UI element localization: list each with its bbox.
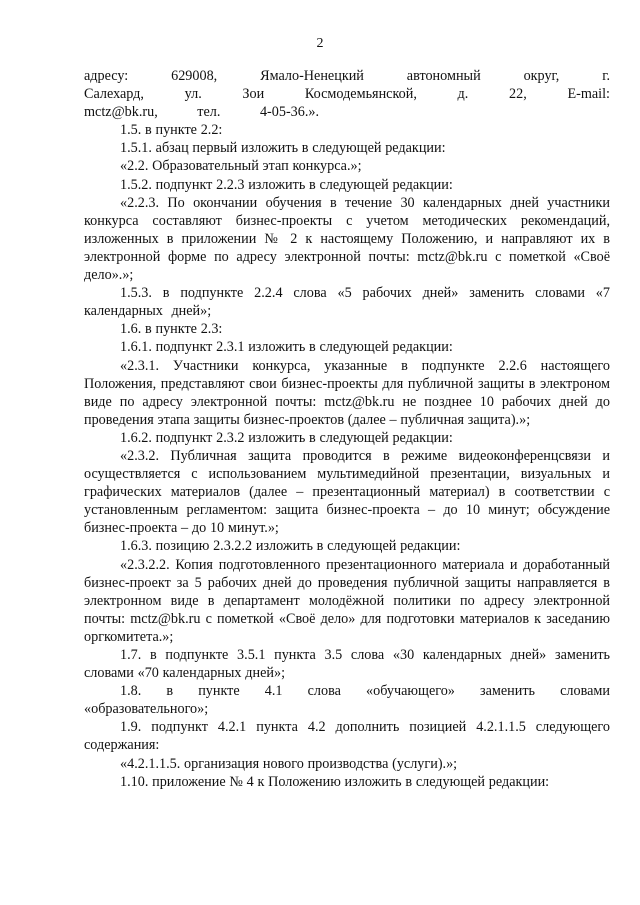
paragraph-1-8: 1.8. в пункте 4.1 слова «обучающего» заменить словами «образовательного»; <box>84 683 610 718</box>
paragraph-1-5-3: 1.5.3. в подпункте 2.2.4 слова «5 рабочих дней» заменить словами «7 календарных дней»; <box>84 285 610 320</box>
paragraph-quote-2-3-2: «2.3.2. Публичная защита проводится в режиме видеоконференцсвязи и осуществляется с использованием мультимедийной презентации, визуальных и графических материалов (далее – презентационный материал) в соответствии с установленным регламентом: защита бизнес-проекта – до 10 минут; обсуждение бизнес-проекта – до 10 минут.»; <box>84 447 610 537</box>
paragraph-1-5: 1.5. в пункте 2.2: <box>120 122 223 139</box>
page-number: 2 <box>316 36 324 51</box>
paragraph-1-6: 1.6. в пункте 2.3: <box>120 321 223 338</box>
paragraph-address-continuation: адресу: 629008, Ямало-Ненецкий автономный округ, г. Салехард, ул. Зои Космодемьянской, д. 22, E-mail: mctz@bk.ru, тел. 4-05-36.». <box>84 68 610 121</box>
paragraph-quote-2-3-2-2: «2.3.2.2. Копия подготовленного презентационного материала и доработанный бизнес-проект за 5 рабочих дней до проведения публичной защиты направляется в электронном виде в департамент молодёжной политики по адресу электронной почты: mctz@bk.ru с пометкой «Своё дело» для подготовки материалов к заседанию оргкомитета.»; <box>84 556 610 645</box>
paragraph-1-6-3: 1.6.3. позицию 2.3.2.2 изложить в следующей редакции: <box>120 538 461 555</box>
paragraph-quote-2-2: «2.2. Образовательный этап конкурса.»; <box>120 158 362 175</box>
paragraph-1-7: 1.7. в подпункте 3.5.1 пункта 3.5 слова «30 календарных дней» заменить словами «70 календарных дней»; <box>84 647 610 682</box>
paragraph-quote-4-2-1-1-5: «4.2.1.1.5. организация нового производства (услуги).»; <box>120 755 458 772</box>
document-body <box>84 67 610 791</box>
paragraph-1-10: 1.10. приложение № 4 к Положению изложить в следующей редакции: <box>120 773 550 790</box>
paragraph-1-9: 1.9. подпункт 4.2.1 пункта 4.2 дополнить позицией 4.2.1.1.5 следующего содержания: <box>84 719 610 754</box>
paragraph-quote-2-3-1: «2.3.1. Участники конкурса, указанные в подпункте 2.2.6 настоящего Положения, представляют свои бизнес-проекты для публичной защиты в электроном виде по адресу электронной почты: mctz@bk.ru не позднее 10 рабочих дней до проведения этапа защиты бизнес-проектов (далее – публичная защита).»; <box>84 357 610 428</box>
paragraph-1-6-2: 1.6.2. подпункт 2.3.2 изложить в следующей редакции: <box>120 429 453 446</box>
paragraph-1-6-1: 1.6.1. подпункт 2.3.1 изложить в следующей редакции: <box>120 339 453 356</box>
paragraph-1-5-2: 1.5.2. подпункт 2.2.3 изложить в следующей редакции: <box>120 176 453 193</box>
paragraph-1-5-1: 1.5.1. абзац первый изложить в следующей редакции: <box>120 140 446 157</box>
paragraph-quote-2-2-3: «2.2.3. По окончании обучения в течение 30 календарных дней участники конкурса составляют бизнес-проекты с учетом методических рекомендаций, изложенных в приложении № 2 к настоящему Положению, и направляют их в электронной форме по адресу электронной почты: mctz@bk.ru с пометкой «Своё дело».»; <box>84 194 610 284</box>
